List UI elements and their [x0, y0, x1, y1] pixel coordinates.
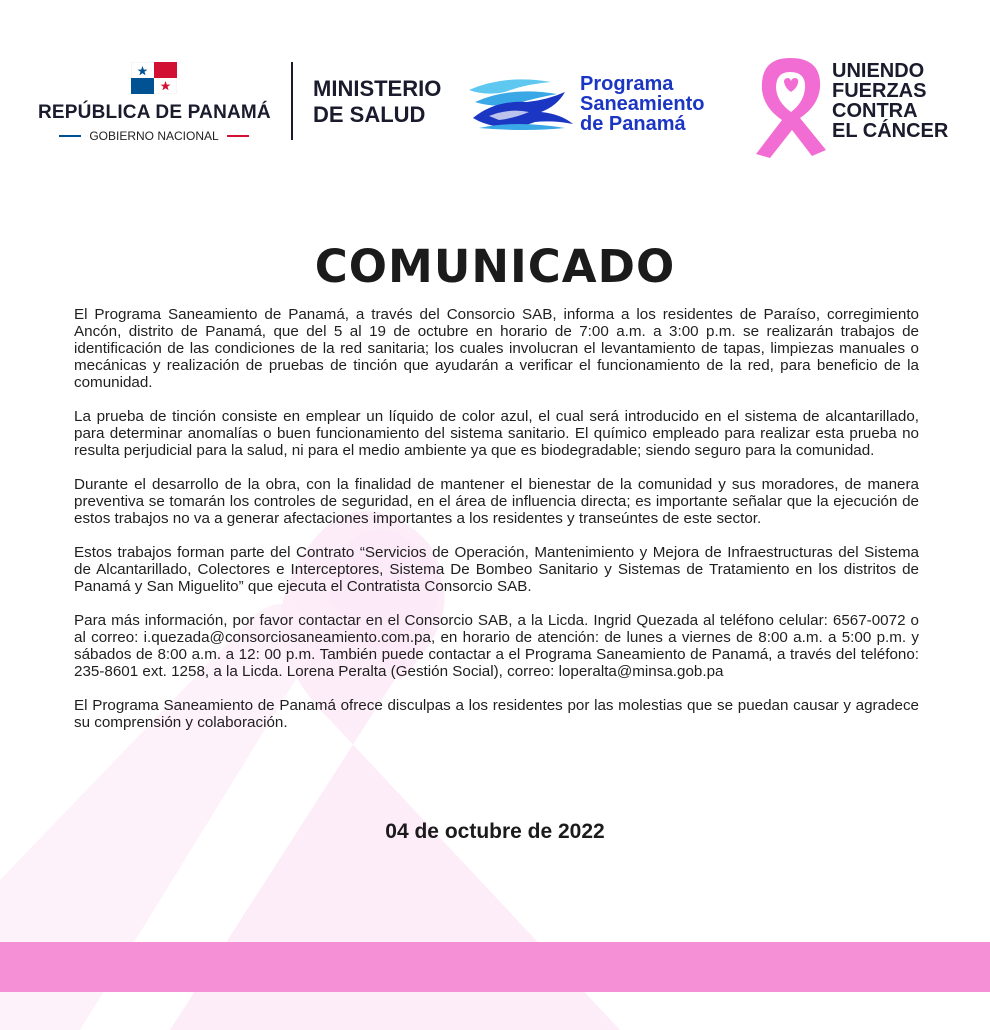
- campaign-line-3: CONTRA: [832, 100, 918, 122]
- blue-rule: [59, 135, 81, 137]
- campaign-text: [832, 61, 948, 141]
- campaign-line-1: UNIENDO: [832, 60, 925, 82]
- campaign-line-2: FUERZAS: [832, 80, 927, 102]
- paragraph: Estos trabajos forman parte del Contrato “Servicios de Operación, Mantenimiento y Mejora de Infraestructuras del Sistema de Alcantarillado, Colectores e Interceptores, Sistema De Bombeo Sanitario y Sistemas de Tratamiento en los distritos de Panamá y San Miguelito” que ejecuta el Contratista Consorcio SAB.: [74, 544, 919, 595]
- program-sanitation-logo-text: [580, 74, 704, 134]
- paragraph: Para más información, por favor contactar en el Consorcio SAB, a la Licda. Ingrid Quezada al teléfono celular: 6567-0072 o al correo: i.quezada@consorciosaneamiento.com.pa, en horario de atención: de lunes a viernes de 8:00 a.m. a 5:00 p.m. y sábados de 8:00 a.m. a 12: 00 p.m. También puede contactar a el Programa Saneamiento de Panamá, a través del teléfono: 235-8601 ext. 1258, a la Licda. Lorena Peralta (Gestión Social), correo: loperalta@minsa.gob.pa: [74, 612, 919, 680]
- ministry-line-1: MINISTERIO: [313, 76, 442, 101]
- program-line-2: Saneamiento: [580, 93, 705, 115]
- paragraph: El Programa Saneamiento de Panamá ofrece disculpas a los residentes por las molestias que se puedan causar y agradece su comprensión y colaboración.: [74, 697, 919, 731]
- dolphin-logo-icon: [465, 72, 577, 134]
- header-divider: [291, 62, 293, 140]
- announcement-date: 04 de octubre de 2022: [385, 820, 605, 843]
- ministry-of-health-logo: [313, 76, 441, 128]
- program-line-1: Programa: [580, 73, 674, 95]
- footer-pink-band: [0, 942, 990, 992]
- campaign-line-4: EL CÁNCER: [832, 120, 949, 142]
- panama-flag-icon: [131, 62, 177, 94]
- ministry-line-2: DE SALUD: [313, 102, 426, 127]
- program-line-3: de Panamá: [580, 113, 686, 135]
- paragraph: Durante el desarrollo de la obra, con la finalidad de mantener el bienestar de la comunidad y sus moradores, de manera preventiva se tomarán los controles de seguridad, en el área de influencia directa; es importante señalar que la ejecución de estos trabajos no va a generar afectaciones importantes a los residentes y transeúntes de este sector.: [74, 476, 919, 527]
- pink-ribbon-icon: [748, 50, 832, 160]
- government-subtitle: [38, 129, 270, 143]
- government-logo-block: [38, 62, 270, 143]
- paragraph: El Programa Saneamiento de Panamá, a través del Consorcio SAB, informa a los residentes de Paraíso, corregimiento Ancón, distrito de Panamá, que del 5 al 19 de octubre en horario de 7:00 a.m. a 3:00 p.m. se realizarán trabajos de identificación de las condiciones de la red sanitaria; los cuales involucran el levantamiento de tapas, limpiezas manuales o mecánicas y realización de pruebas de tinción que ayudarán a verificar el funcionamiento de la red, para beneficio de la comunidad.: [74, 306, 919, 391]
- government-title: REPÚBLICA DE PANAMÁ: [38, 102, 271, 123]
- header: [0, 0, 990, 170]
- announcement-body: [74, 306, 919, 748]
- paragraph: La prueba de tinción consiste en emplear un líquido de color azul, el cual será introducido en el sistema de alcantarillado, para determinar anomalías o buen funcionamiento del sistema sanitario. El químico empleado para realizar esta prueba no resulta perjudicial para la salud, ni para el medio ambiente ya que es biodegradable; siendo seguro para la comunidad.: [74, 408, 919, 459]
- page-title: COMUNICADO: [314, 240, 676, 293]
- red-rule: [227, 135, 249, 137]
- government-subtitle-text: GOBIERNO NACIONAL: [89, 129, 219, 143]
